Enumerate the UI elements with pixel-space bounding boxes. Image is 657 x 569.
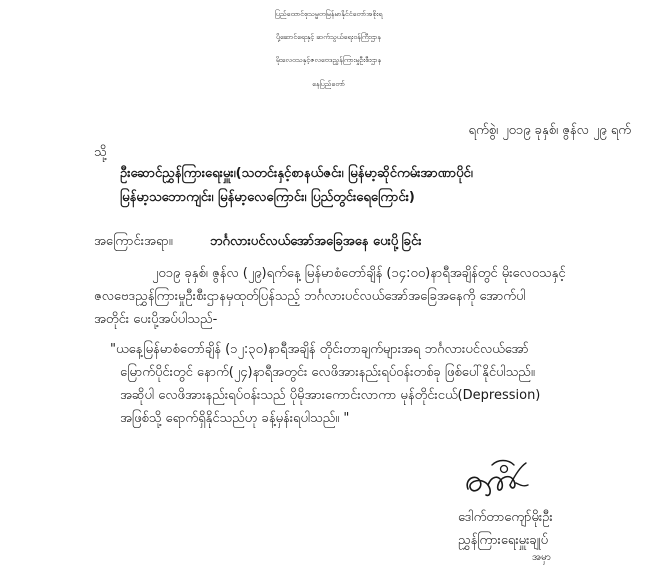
body-line-1: ၂၀၁၉ ခုနှစ်၊ ဇွန်လ (၂၉)ရက်နေ့ မြန်မာစံတော်ချိန် (၁၄:၀၀)နာရီအချိန်တွင် မိုးလေဝသနှင့် xyxy=(152,266,566,281)
signatory-tail-mark: အမှာ xyxy=(532,552,552,563)
quote-line-3: အဆိုပါ လေဖိအားနည်းရပ်ဝန်းသည် ပိုမိုအားကောင်းလာကာ မုန်တိုင်းငယ်(Depression) xyxy=(120,388,541,403)
quote-line-1: "ယနေ့မြန်မာစံတော်ချိန် (၁၂:၃၀)နာရီအချိန် တိုင်းတာချက်များအရ ဘင်္ဂလားပင်လယ်အော် xyxy=(110,342,529,357)
body-line-2: ဇလဗေဒညွှန်ကြားမှုဦးစီးဌာနမှထုတ်ပြန်သည့် ဘင်္ဂလားပင်လယ်အော်အခြေအနေကို အောက်ပါ xyxy=(94,289,526,304)
recipient-line-1: ဦးဆောင်ညွှန်ကြားရေးမှူး၊(သတင်းနှင့်စာနယ်ဇင်း၊ မြန်မာ့ဆိုင်ကမ်းအာဏာပိုင်၊ xyxy=(120,166,473,181)
quote-line-4: အဖြစ်သို့ ရောက်ရှိနိုင်သည်ဟု ခန့်မှန်းရပါသည်။ " xyxy=(120,411,350,426)
letterhead-government: ပြည်ထောင်စုသမ္မတမြန်မာနိုင်ငံတော်အစိုးရ xyxy=(274,10,383,18)
to-label: သို့ xyxy=(94,145,107,160)
signatory-title: ညွှန်ကြားရေးမှူးချုပ် xyxy=(458,533,549,548)
subject-text: ဘင်္ဂလားပင်လယ်အော်အခြေအနေ ပေးပို့ခြင်း xyxy=(210,234,422,249)
quote-line-2: မြောက်ပိုင်းတွင် နောက်(၂၄)နာရီအတွင်း လေဖိအားနည်းရပ်ဝန်းတစ်ခု ဖြစ်ပေါ်နိုင်ပါသည်။ xyxy=(120,365,535,380)
letter-date: ရက်စွဲ၊ ၂၀၁၉ ခုနှစ်၊ ဇွန်လ ၂၉ ရက် xyxy=(468,123,631,138)
letterhead-city: နေပြည်တော် xyxy=(312,80,345,88)
handwritten-signature xyxy=(462,455,534,507)
body-line-3: အတိုင်း ပေးပို့အပ်ပါသည်- xyxy=(94,312,218,327)
letterhead-ministry: ပို့ဆောင်ရေးနှင့် ဆက်သွယ်ရေးဝန်ကြီးဌာန xyxy=(276,33,381,41)
signatory-name: ဒေါက်တာကျော်မိုးဦး xyxy=(458,510,553,525)
recipient-line-2: မြန်မာ့သဘောကျင်း၊ မြန်မာ့လေကြောင်း၊ ပြည်တွင်းရေကြောင်း) xyxy=(120,190,415,205)
subject-label: အကြောင်းအရာ။ xyxy=(94,234,173,249)
letterhead-department: မိုးလေဝသနှင့်ဇလဗေဒညွှန်ကြားမှုဦးစီးဌာန xyxy=(275,56,382,64)
